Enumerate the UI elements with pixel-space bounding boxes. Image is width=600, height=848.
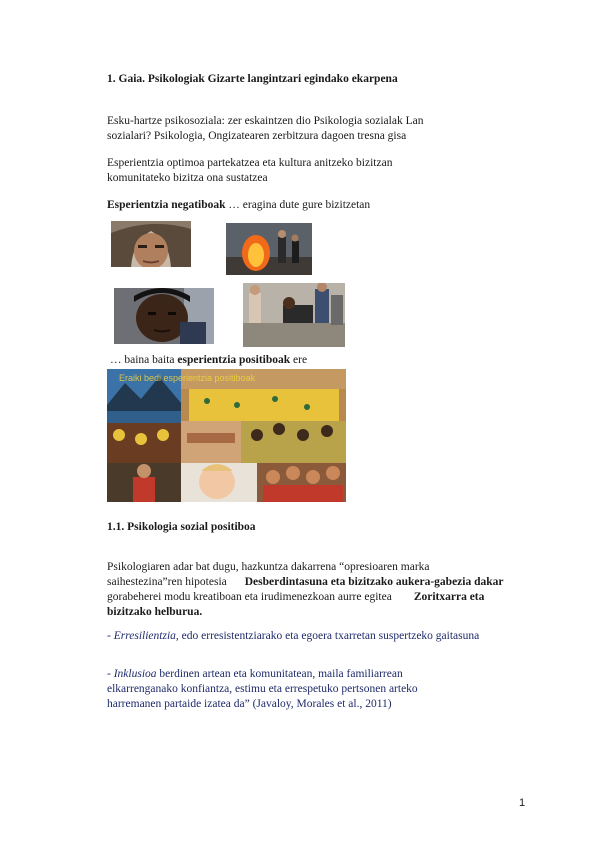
negative-experiences-rest: … eragina dute gure bizitzetan bbox=[225, 199, 371, 211]
resilience-rest: edo erresistentziarako eta egoera txarretan suspertzeko gaitasuna bbox=[178, 630, 480, 642]
paragraph3-line3-b: Zoritxarra eta bbox=[413, 591, 485, 603]
subheading-positive-psychology: 1.1. Psikologia sozial positiboa bbox=[107, 521, 256, 533]
photo-sad-man bbox=[114, 288, 214, 344]
inclusion-line2: elkarrenganako konfiantza, estimu eta errespetuko pertsonen arteko bbox=[107, 683, 418, 695]
chapter-heading: 1. Gaia. Psikologiak Gizarte langintzari egindako ekarpena bbox=[107, 73, 398, 85]
paragraph-optimal-line2: komunitateko bizitza ona sustatzea bbox=[107, 172, 268, 184]
photo-fire-riot bbox=[226, 223, 312, 275]
negative-experiences-bold: Esperientzia negatiboak bbox=[107, 199, 226, 211]
resilience-dash: - bbox=[107, 630, 114, 642]
photo-woman-headscarf bbox=[111, 221, 191, 267]
page-number: 1 bbox=[519, 797, 526, 809]
inclusion-rest1: berdinen artean eta komunitatean, maila familiarrean bbox=[156, 668, 403, 680]
collage-banner-text: Eraiki bedi esperientzia positiboak bbox=[119, 373, 256, 383]
resilience-italic: Erresilientzia, bbox=[113, 630, 179, 642]
paragraph3-line3-a: gorabeherei modu kreatiboan eta irudimenezkoan aurre egitea bbox=[107, 591, 392, 603]
paragraph-intervention-line2: sozialari? Psikologia, Ongizatearen zerbitzura dagoen tresna gisa bbox=[107, 130, 407, 142]
inclusion-italic: Inklusioa bbox=[113, 668, 157, 680]
positive-experiences-collage bbox=[107, 369, 346, 502]
paragraph3-line2 bbox=[107, 575, 504, 590]
inclusion-dash: - bbox=[107, 668, 114, 680]
paragraph3-line2-a: saihestezina”ren hipotesia bbox=[107, 576, 227, 588]
inclusion-line3: harremanen partaide izatea da” (Javaloy, Morales et al., 2011) bbox=[107, 698, 392, 710]
negative-experiences-line bbox=[107, 198, 370, 213]
positive-experiences-bold: esperientzia positiboak bbox=[177, 354, 291, 366]
positive-prefix: … baina baita bbox=[110, 354, 178, 366]
positive-suffix: ere bbox=[290, 354, 308, 366]
paragraph3-line4: bizitzako helburua. bbox=[107, 606, 203, 618]
resilience-line bbox=[107, 629, 479, 644]
paragraph-intervention-line1: Esku-hartze psikosoziala: zer eskaintzen dio Psikologia sozialak Lan bbox=[107, 115, 424, 127]
inclusion-line1 bbox=[107, 667, 403, 682]
paragraph3-line3 bbox=[107, 590, 484, 605]
photo-street-scene bbox=[243, 283, 345, 347]
paragraph3-line1: Psikologiaren adar bat dugu, hazkuntza dakarrena “opresioaren marka bbox=[107, 561, 430, 573]
positive-experiences-line bbox=[110, 353, 307, 368]
paragraph3-line2-b: Desberdintasuna eta bizitzako aukera-gabezia dakar bbox=[244, 576, 504, 588]
paragraph-optimal-line1: Esperientzia optimoa partekatzea eta kultura anitzeko bizitzan bbox=[107, 157, 393, 169]
